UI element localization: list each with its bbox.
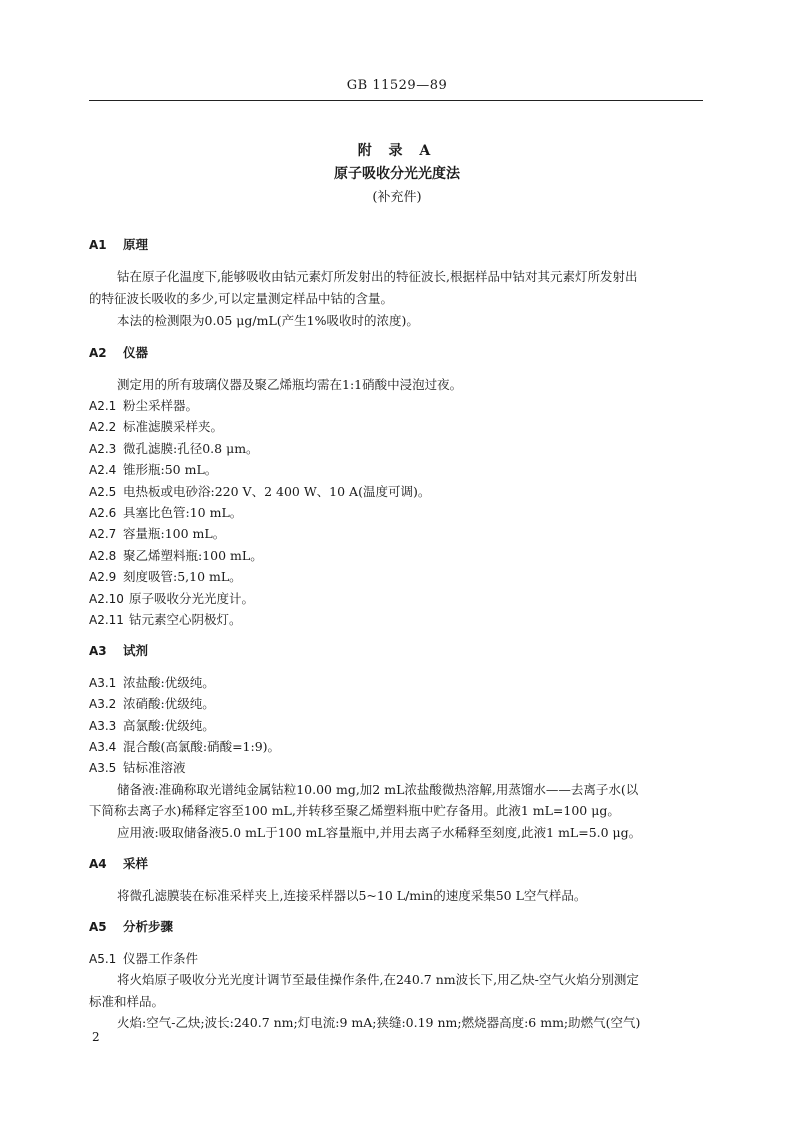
- list-item: A3.5 钴标准溶液: [89, 760, 186, 775]
- section-a1-heading: [89, 236, 703, 254]
- list-item: A2.7 容量瓶:100 mL。: [89, 526, 226, 541]
- section-number: A1: [89, 238, 107, 252]
- standard-header: GB 11529—89: [346, 78, 448, 93]
- list-item: A2.1 粉尘采样器。: [89, 398, 199, 413]
- subsection-heading: A5.1 仪器工作条件: [89, 951, 199, 966]
- paragraph-line: 将微孔滤膜装在标准采样夹上,连接采样器以5~10 L/min的速度采集50 L空气样品。: [117, 888, 587, 903]
- section-number: A4: [89, 857, 107, 871]
- paragraph-line: 的特征波长吸收的多少,可以定量测定样品中钴的含量。: [89, 291, 393, 306]
- list-item: A2.2 标准滤膜采样夹。: [89, 419, 224, 434]
- paragraph-line: 应用液:吸取储备液5.0 mL于100 mL容量瓶中,并用去离子水稀释至刻度,此液1 mL=5.0 μg。: [117, 825, 642, 840]
- paragraph-line: 测定用的所有玻璃仪器及聚乙烯瓶均需在1:1硝酸中浸泡过夜。: [117, 377, 463, 392]
- list-item: A2.5 电热板或电砂浴:220 V、2 400 W、10 A(温度可调)。: [89, 484, 431, 499]
- section-title: 分析步骤: [123, 919, 174, 934]
- section-title: 试剂: [123, 643, 149, 658]
- list-item: A2.10 原子吸收分光光度计。: [89, 591, 255, 606]
- section-a5-heading: [89, 918, 703, 936]
- section-title: 仪器: [123, 345, 149, 360]
- paragraph-line: 钴在原子化温度下,能够吸收由钴元素灯所发射出的特征波长,根据样品中钴对其元素灯所发射出: [117, 269, 638, 284]
- list-item: A2.6 具塞比色管:10 mL。: [89, 505, 243, 520]
- paragraph-line: 本法的检测限为0.05 μg/mL(产生1%吸收时的浓度)。: [117, 313, 419, 328]
- header-rule: [89, 100, 703, 101]
- section-a3-heading: [89, 642, 703, 660]
- section-a4-heading: [89, 855, 703, 873]
- list-item: A3.2 浓硝酸:优级纯。: [89, 696, 215, 711]
- list-item: A2.9 刻度吸管:5,10 mL。: [89, 569, 242, 584]
- paragraph-line: 下简称去离子水)稀释定容至100 mL,并转移至聚乙烯塑料瓶中贮存备用。此液1 mL=100 μg。: [89, 803, 620, 818]
- section-number: A5: [89, 920, 107, 934]
- list-item: A3.4 混合酸(高氯酸:硝酸=1:9)。: [89, 739, 281, 754]
- section-title: 采样: [123, 856, 149, 871]
- appendix-note: (补充件): [372, 190, 422, 205]
- appendix-label: 附 录 A: [357, 143, 437, 159]
- list-item: A3.3 高氯酸:优级纯。: [89, 718, 215, 733]
- list-item: A2.8 聚乙烯塑料瓶:100 mL。: [89, 548, 263, 563]
- section-number: A3: [89, 644, 107, 658]
- list-item: A2.3 微孔滤膜:孔径0.8 μm。: [89, 441, 259, 456]
- paragraph-line: 将火焰原子吸收分光光度计调节至最佳操作条件,在240.7 nm波长下,用乙炔-空气火焰分别测定: [117, 972, 639, 987]
- section-title: 原理: [123, 237, 149, 252]
- list-item: A3.1 浓盐酸:优级纯。: [89, 675, 215, 690]
- list-item: A2.11 钴元素空心阴极灯。: [89, 612, 242, 627]
- paragraph-line: 储备液:准确称取光谱纯金属钴粒10.00 mg,加2 mL浓盐酸微热溶解,用蒸馏水——去离子水(以: [117, 782, 639, 797]
- appendix-title: 原子吸收分光光度法: [334, 166, 460, 182]
- paragraph-line: 火焰:空气-乙炔;波长:240.7 nm;灯电流:9 mA;狭缝:0.19 nm;燃烧器高度:6 mm;助燃气(空气): [117, 1015, 641, 1030]
- paragraph-line: 标准和样品。: [89, 994, 165, 1009]
- list-item: A2.4 锥形瓶:50 mL。: [89, 462, 218, 477]
- page-number: 2: [92, 1030, 100, 1044]
- section-a2-heading: [89, 344, 703, 362]
- section-number: A2: [89, 346, 107, 360]
